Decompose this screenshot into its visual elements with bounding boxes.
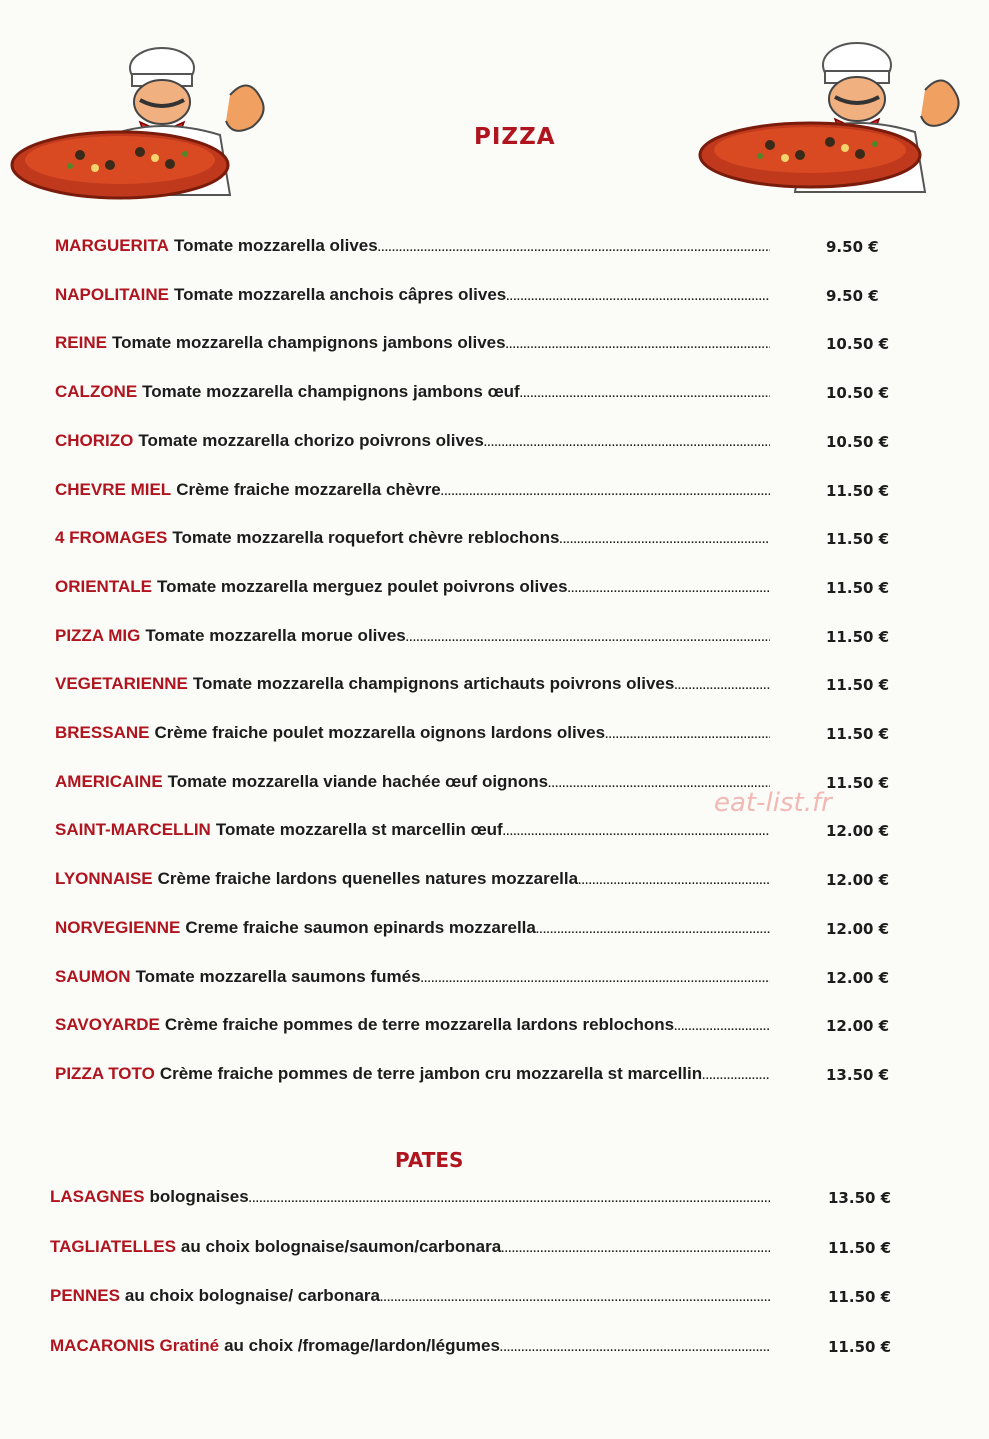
menu-item-description: au choix bolognaise/ carbonara — [124, 1286, 380, 1305]
menu-item — [55, 772, 770, 796]
menu-item-name: NAPOLITAINE — [55, 285, 169, 304]
dot-leader — [441, 486, 770, 498]
menu-item-name: ORIENTALE — [55, 577, 152, 596]
dot-leader — [536, 924, 770, 936]
menu-item — [50, 1237, 770, 1261]
menu-item-price: 12.00 € — [826, 920, 890, 938]
menu-item-price: 12.00 € — [826, 969, 890, 987]
dot-leader — [249, 1193, 770, 1205]
menu-item-price: 11.50 € — [828, 1338, 892, 1356]
menu-item-name: CHEVRE MIEL — [55, 480, 172, 499]
menu-item-price: 13.50 € — [828, 1189, 892, 1207]
dot-leader — [380, 1292, 770, 1304]
dot-leader — [520, 388, 770, 400]
menu-item-price: 12.00 € — [826, 1017, 890, 1035]
menu-item-price: 9.50 € — [826, 238, 879, 256]
dot-leader — [506, 339, 770, 351]
chef-with-pizza-icon — [10, 40, 290, 210]
menu-item-price: 11.50 € — [826, 676, 890, 694]
menu-item-description: Crème fraiche mozzarella chèvre — [176, 480, 441, 499]
menu-item-description: Tomate mozzarella anchois câpres olives — [173, 285, 507, 304]
menu-item-description: Crème fraiche poulet mozzarella oignons lardons olives — [154, 723, 606, 742]
menu-item — [55, 1015, 770, 1039]
dot-leader — [605, 729, 770, 741]
menu-item-name: SAVOYARDE — [55, 1015, 160, 1034]
menu-item-description: Tomate mozzarella merguez poulet poivrons olives — [156, 577, 568, 596]
menu-item-description: Creme fraiche saumon epinards mozzarella — [185, 918, 536, 937]
dot-leader — [559, 534, 770, 546]
dot-leader — [674, 680, 770, 692]
menu-item-price: 10.50 € — [826, 384, 890, 402]
menu-item-price: 13.50 € — [826, 1066, 890, 1084]
dot-leader — [500, 1342, 770, 1354]
menu-item-name: PIZZA MIG — [55, 626, 141, 645]
menu-item-name: VEGETARIENNE — [55, 674, 188, 693]
menu-item-price: 11.50 € — [826, 579, 890, 597]
menu-item — [50, 1286, 770, 1310]
menu-item — [55, 333, 770, 357]
menu-item-price: 11.50 € — [828, 1239, 892, 1257]
menu-item-price: 11.50 € — [826, 482, 890, 500]
dot-leader — [501, 1243, 770, 1255]
menu-item-description: Tomate mozzarella viande hachée œuf oignons — [167, 772, 549, 791]
dot-leader — [568, 583, 770, 595]
menu-item — [55, 480, 770, 504]
menu-item — [55, 236, 770, 260]
menu-item-description: Tomate mozzarella olives — [173, 236, 378, 255]
menu-item-name: MARGUERITA — [55, 236, 169, 255]
menu-item — [55, 577, 770, 601]
menu-item-name: BRESSANE — [55, 723, 150, 742]
pates-section-title: PATES — [395, 1148, 464, 1172]
dot-leader — [702, 1070, 770, 1082]
menu-item-description: au choix /fromage/lardon/légumes — [224, 1336, 500, 1355]
menu-item-name: CALZONE — [55, 382, 138, 401]
menu-item — [55, 723, 770, 747]
watermark: eat-list.fr — [714, 788, 832, 818]
menu-item-name: LASAGNES — [50, 1187, 145, 1206]
pizza-section-title: PIZZA — [474, 124, 556, 150]
menu-item-description: Tomate mozzarella roquefort chèvre reblochons — [172, 528, 560, 547]
menu-item-name: AMERICAINE — [55, 772, 163, 791]
menu-item-name: NORVEGIENNE — [55, 918, 181, 937]
menu-item — [55, 674, 770, 698]
menu-item-description: Tomate mozzarella champignons jambons œuf — [142, 382, 520, 401]
menu-item-name: MACARONIS Gratiné — [50, 1336, 220, 1355]
menu-item-name: CHORIZO — [55, 431, 134, 450]
menu-item — [55, 626, 770, 650]
menu-item — [55, 869, 770, 893]
menu-item-description: Tomate mozzarella champignons artichauts poivrons olives — [192, 674, 675, 693]
menu-item — [55, 285, 770, 309]
menu-item-description: Tomate mozzarella champignons jambons olives — [111, 333, 506, 352]
dot-leader — [503, 826, 770, 838]
menu-item — [55, 1064, 770, 1088]
dot-leader — [578, 875, 770, 887]
menu-item-name: SAINT-MARCELLIN — [55, 820, 211, 839]
dot-leader — [674, 1021, 770, 1033]
menu-item-description: Crème fraiche lardons quenelles natures mozzarella — [157, 869, 579, 888]
dot-leader — [484, 437, 770, 449]
dot-leader — [378, 242, 770, 254]
menu-item-name: PIZZA TOTO — [55, 1064, 155, 1083]
menu-item — [55, 382, 770, 406]
menu-item-price: 10.50 € — [826, 433, 890, 451]
menu-item — [50, 1187, 770, 1211]
menu-item — [55, 431, 770, 455]
menu-item-price: 12.00 € — [826, 871, 890, 889]
menu-item-description: bolognaises — [149, 1187, 249, 1206]
menu-item-description: Tomate mozzarella saumons fumés — [135, 967, 421, 986]
menu-item-name: REINE — [55, 333, 107, 352]
menu-item-description: Tomate mozzarella morue olives — [145, 626, 406, 645]
menu-item-price: 12.00 € — [826, 822, 890, 840]
menu-item-name: 4 FROMAGES — [55, 528, 168, 547]
menu-item-price: 11.50 € — [826, 530, 890, 548]
menu-item-description: au choix bolognaise/saumon/carbonara — [180, 1237, 502, 1256]
menu-item-description: Crème fraiche pommes de terre mozzarella lardons reblochons — [164, 1015, 675, 1034]
menu-item-name: PENNES — [50, 1286, 120, 1305]
chef-with-pizza-icon — [695, 35, 975, 205]
menu-item-price: 10.50 € — [826, 335, 890, 353]
dot-leader — [506, 291, 770, 303]
menu-item — [55, 528, 770, 552]
menu-item-name: SAUMON — [55, 967, 131, 986]
menu-item-price: 11.50 € — [826, 774, 890, 792]
menu-item-description: Tomate mozzarella chorizo poivrons olives — [138, 431, 484, 450]
menu-item-price: 9.50 € — [826, 287, 879, 305]
dot-leader — [421, 973, 770, 985]
menu-item — [55, 820, 770, 844]
dot-leader — [406, 632, 770, 644]
menu-item — [55, 918, 770, 942]
menu-item-description: Crème fraiche pommes de terre jambon cru mozzarella st marcellin — [159, 1064, 703, 1083]
menu-item-price: 11.50 € — [828, 1288, 892, 1306]
menu-item-name: TAGLIATELLES — [50, 1237, 176, 1256]
menu-item-description: Tomate mozzarella st marcellin œuf — [215, 820, 503, 839]
menu-item-name: LYONNAISE — [55, 869, 153, 888]
menu-item-price: 11.50 € — [826, 628, 890, 646]
menu-item — [50, 1336, 770, 1360]
menu-item-price: 11.50 € — [826, 725, 890, 743]
menu-item — [55, 967, 770, 991]
